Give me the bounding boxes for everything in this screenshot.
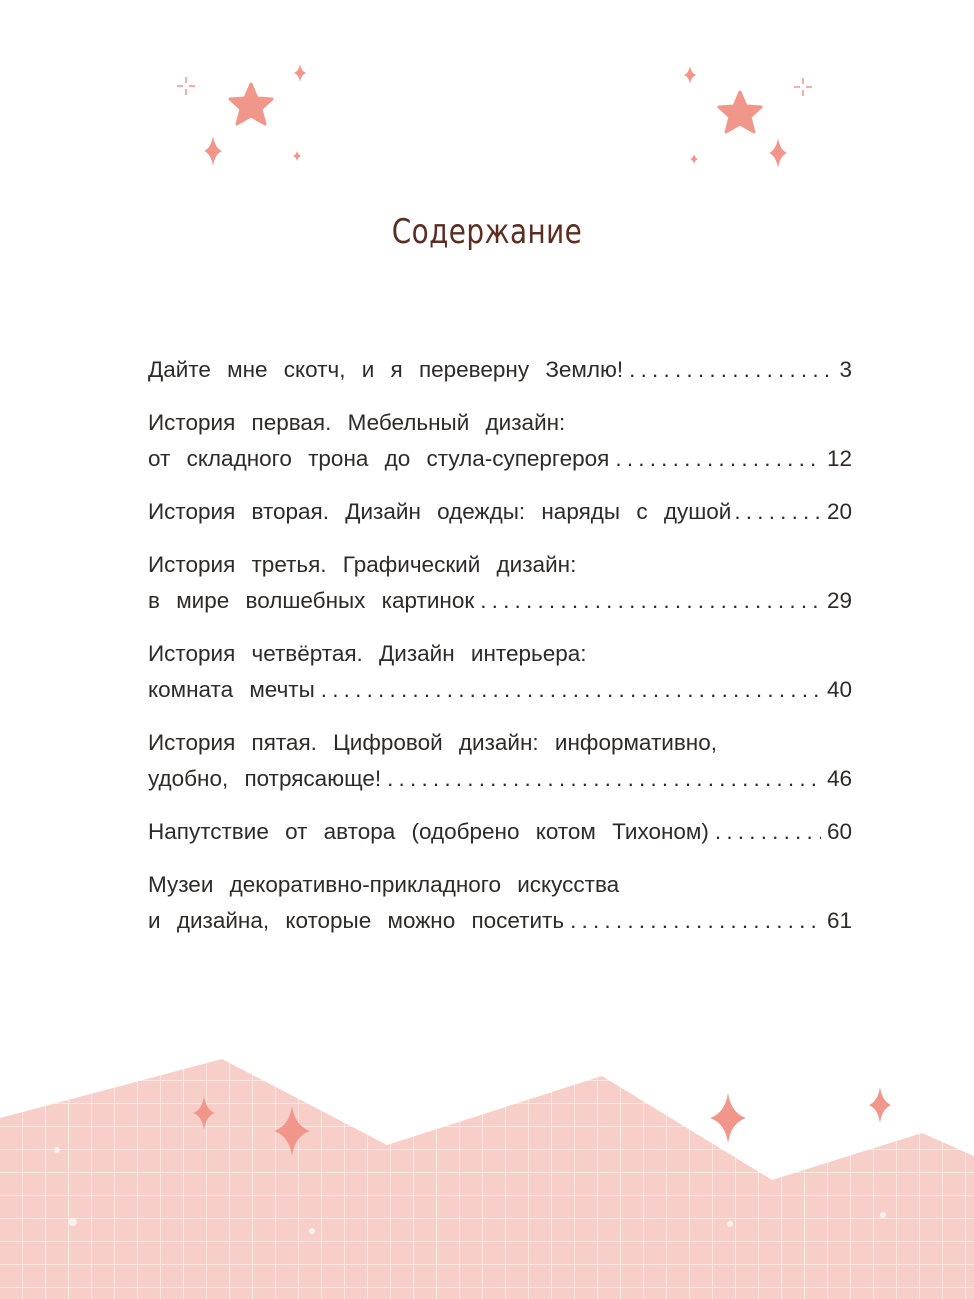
toc-entry-title: Напутствие от автора (одобрено котом Тихоном) xyxy=(148,819,709,844)
toc-leader-dots xyxy=(715,814,821,850)
toc-entry-title-line1: История третья. Графический дизайн: xyxy=(148,552,577,577)
plus-sparkle-icon xyxy=(794,78,812,96)
toc-entry-title-line1: История четвёртая. Дизайн интерьера: xyxy=(148,641,587,666)
toc-entry[interactable] xyxy=(148,405,852,477)
toc-leader-dots xyxy=(629,352,833,388)
toc-entry-title-line1: История первая. Мебельный дизайн: xyxy=(148,410,566,435)
toc-entry-title-line2: в мире волшебных картинок xyxy=(148,588,475,613)
top-star-decoration xyxy=(0,0,974,200)
toc-entry-title-line1: Музеи декоративно-прикладного искусства xyxy=(148,872,620,897)
toc-entry-title-line2: от складного трона до стула-супергероя xyxy=(148,446,610,471)
toc-entry[interactable] xyxy=(148,494,852,530)
toc-entry-title-line2: комната мечты xyxy=(148,677,315,702)
sparkle-icon xyxy=(869,1087,891,1123)
toc-entry-title-line2: удобно, потрясающе! xyxy=(148,766,382,791)
toc-leader-dots xyxy=(480,583,821,619)
toc-page-number: 12 xyxy=(826,446,852,471)
toc-page-number: 40 xyxy=(826,677,852,702)
toc-page-number: 29 xyxy=(826,588,852,613)
sparkle-icon xyxy=(204,136,222,166)
sparkle-icon xyxy=(769,138,787,168)
toc-page-number: 20 xyxy=(826,499,852,524)
toc-leader-dots xyxy=(570,903,821,939)
toc-entry[interactable] xyxy=(148,725,852,797)
toc-leader-dots xyxy=(734,494,825,530)
plus-sparkle-icon xyxy=(177,77,195,95)
star-icon xyxy=(719,92,761,132)
toc-entry-title-line1: История пятая. Цифровой дизайн: информативно, xyxy=(148,730,717,755)
toc-entry-title: Дайте мне скотч, и я переверну Землю! xyxy=(148,357,624,382)
star-icon xyxy=(230,84,272,124)
toc-leader-dots xyxy=(615,441,821,477)
toc-entry[interactable] xyxy=(148,352,852,388)
table-of-contents xyxy=(148,352,852,956)
toc-leader-dots xyxy=(321,672,821,708)
sparkle-icon xyxy=(690,154,698,164)
bottom-grid-decoration xyxy=(0,1040,974,1299)
sparkle-icon xyxy=(710,1093,746,1143)
sparkle-icon xyxy=(684,66,696,84)
toc-entry[interactable] xyxy=(148,867,852,939)
toc-page-number: 60 xyxy=(826,819,852,844)
toc-page-number: 61 xyxy=(826,908,852,933)
page-title: Содержание xyxy=(391,212,583,252)
sparkle-icon xyxy=(293,151,301,161)
sparkle-icon xyxy=(294,64,306,82)
toc-entry[interactable] xyxy=(148,814,852,850)
toc-page-number: 46 xyxy=(826,766,852,791)
toc-leader-dots xyxy=(387,761,821,797)
toc-page-number: 3 xyxy=(839,357,852,382)
toc-entry-title-line2: и дизайна, которые можно посетить xyxy=(148,908,565,933)
toc-entry[interactable] xyxy=(148,547,852,619)
toc-entry[interactable] xyxy=(148,636,852,708)
toc-entry-title: История вторая. Дизайн одежды: наряды с душой xyxy=(148,499,732,524)
